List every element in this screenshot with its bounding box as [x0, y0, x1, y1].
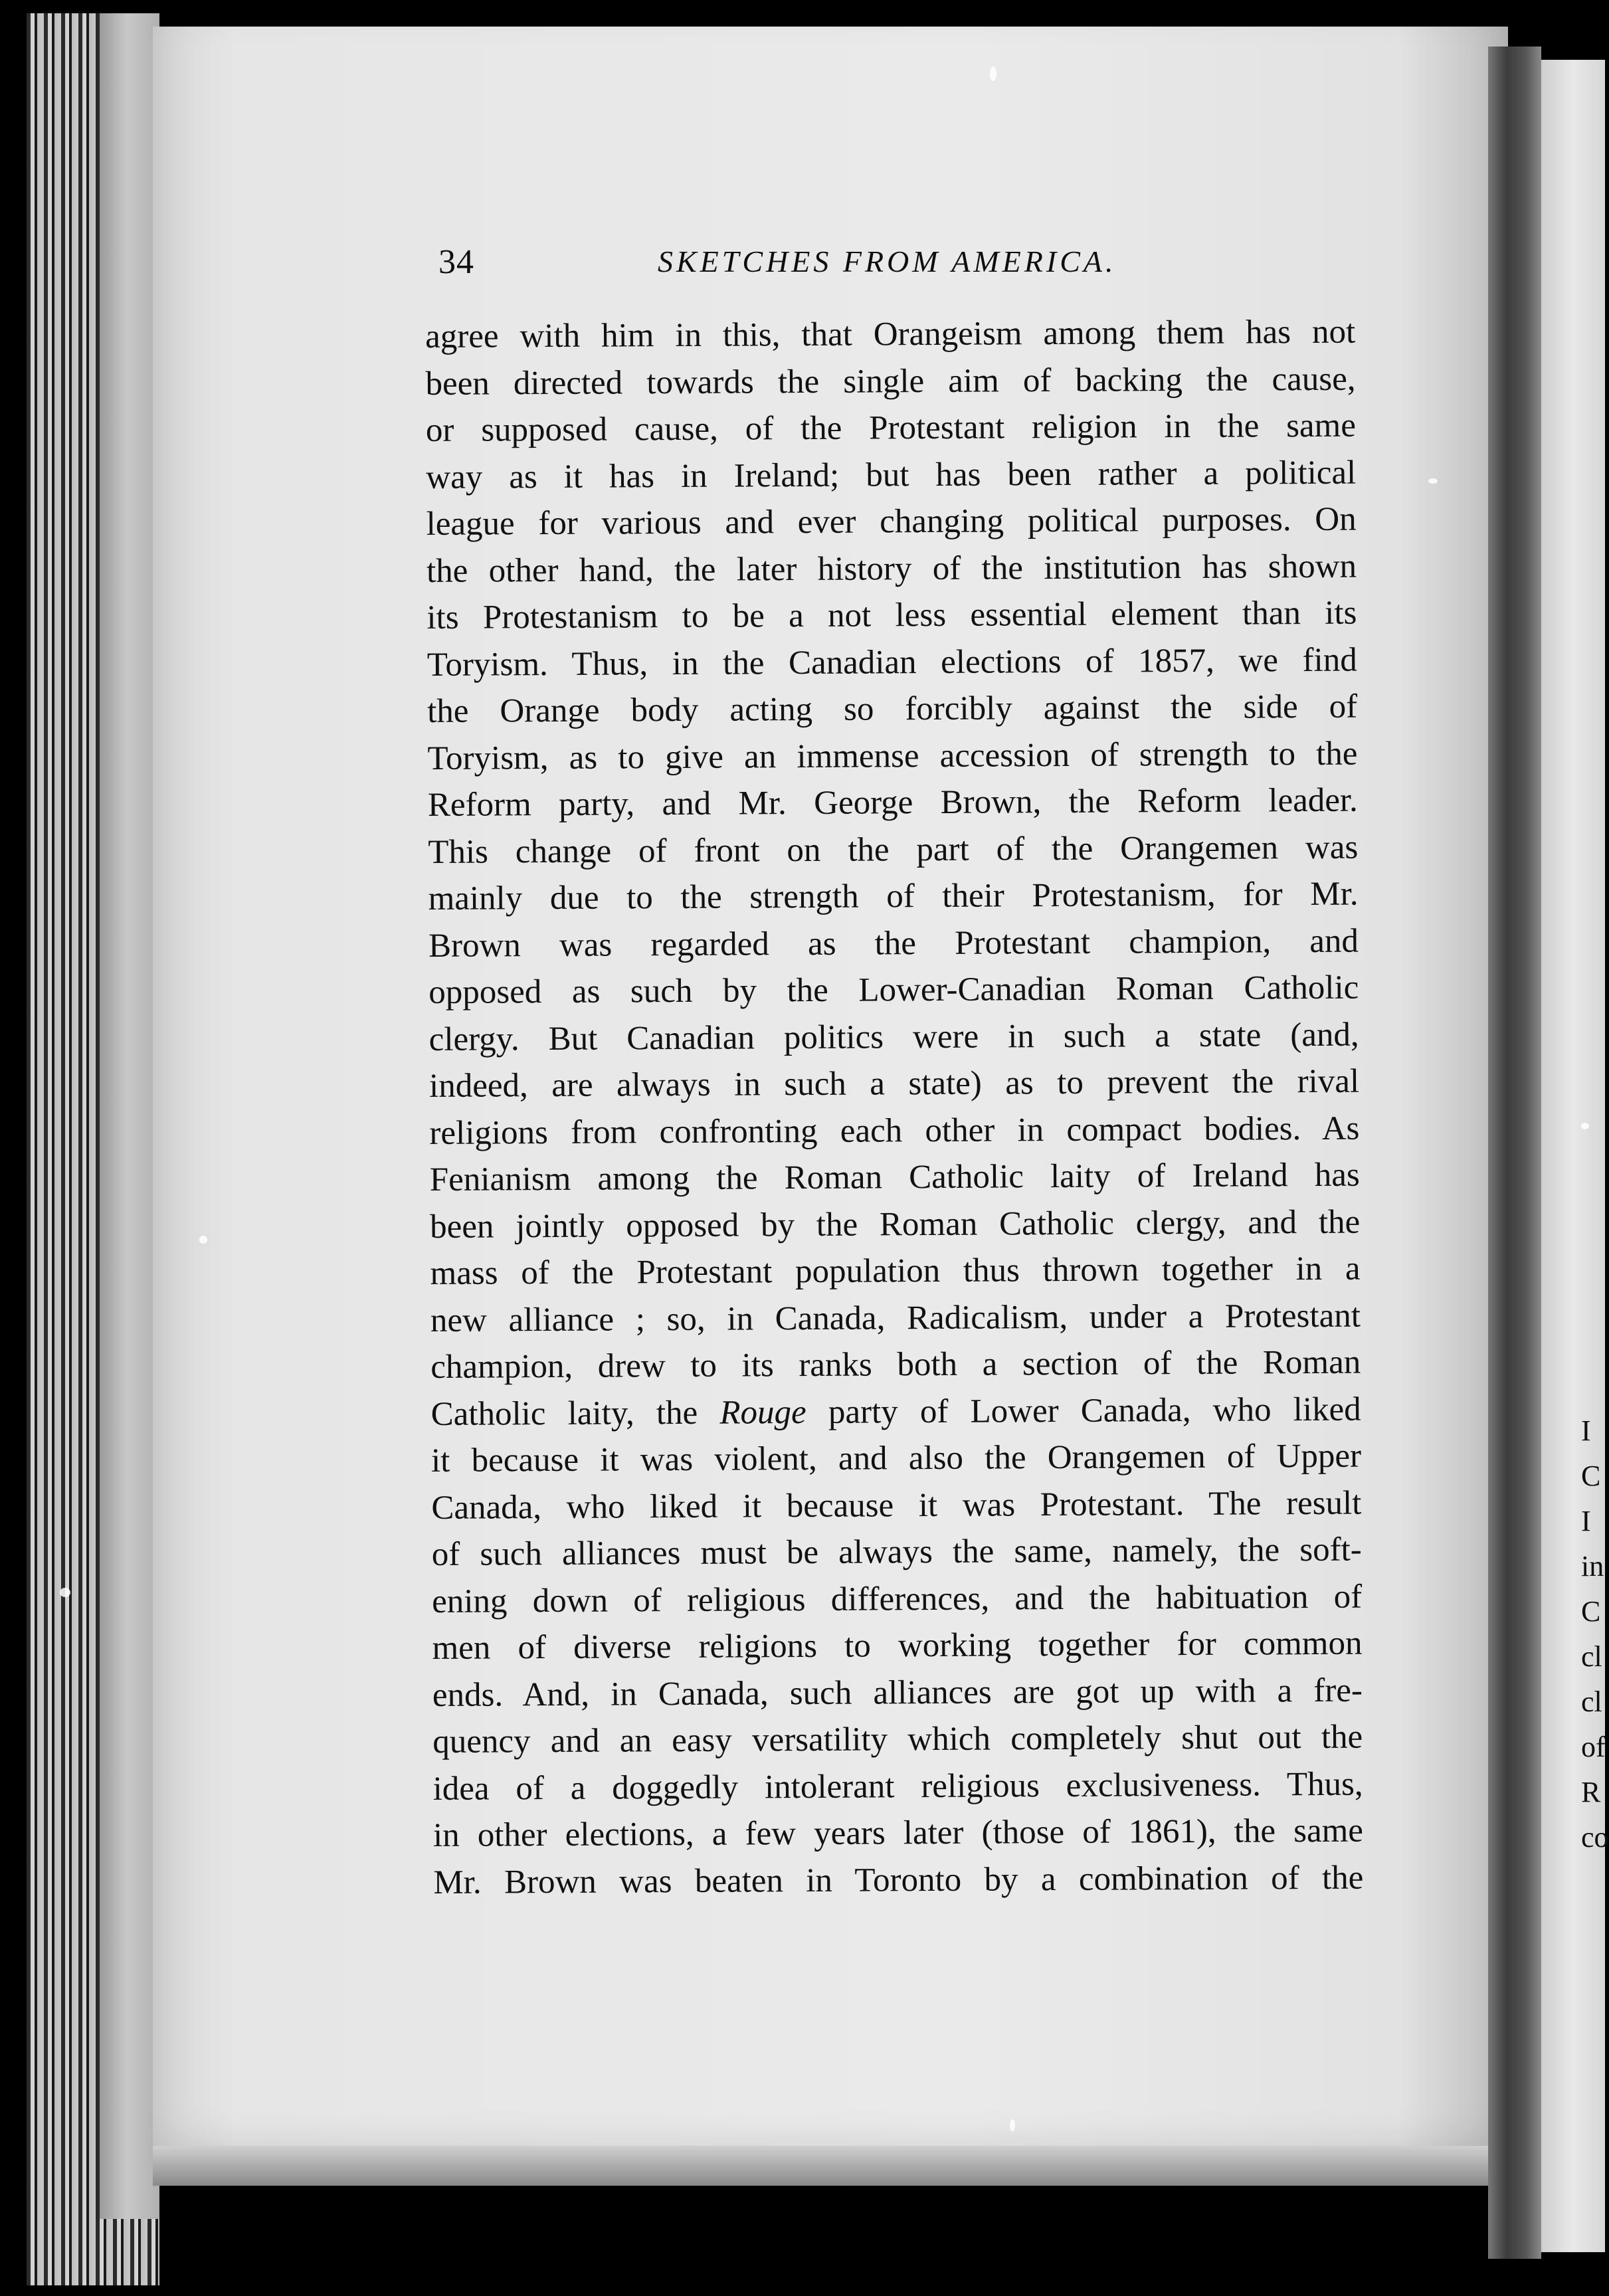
- page-number: 34: [438, 243, 474, 281]
- text-line: been jointly opposed by the Roman Catholic clergy, and the: [430, 1203, 1361, 1246]
- text-line: in other elections, a few years later (those of 1861), the same: [432, 1812, 1364, 1854]
- dust-speck: [990, 66, 996, 81]
- text-line: of such alliances must be always the same, namely, the soft-: [431, 1531, 1362, 1573]
- text-fragment: party of Lower Canada, who liked: [806, 1390, 1361, 1431]
- text-line: quency and an easy versatility which completely shut out the: [432, 1718, 1363, 1761]
- text-line: ends. And, in Canada, such alliances are got up with a fre-: [432, 1672, 1363, 1714]
- text-line: Brown was regarded as the Protestant champion, and: [428, 922, 1359, 965]
- left-gutter: [100, 13, 159, 2219]
- text-line: mass of the Protestant population thus thrown together in a: [430, 1250, 1361, 1292]
- text-line: league for various and ever changing political purposes. On: [426, 500, 1357, 543]
- dust-speck: [199, 1236, 207, 1244]
- text-line: opposed as such by the Lower-Canadian Roman Catholic: [428, 969, 1359, 1011]
- text-line: Canada, who liked it because it was Protestant. The result: [431, 1484, 1362, 1527]
- running-title: SKETCHES FROM AMERICA.: [658, 244, 1117, 278]
- text-line: clergy. But Canadian politics were in such a state (and,: [428, 1016, 1359, 1058]
- text-line: Mr. Brown was beaten in Toronto by a combination of the: [433, 1859, 1364, 1901]
- facing-page: [1541, 60, 1605, 2252]
- text-line: been directed towards the single aim of backing the cause,: [425, 360, 1356, 403]
- dust-speck: [1581, 1123, 1589, 1129]
- page-bottom-shadow: [153, 2146, 1508, 2186]
- dust-speck: [60, 1588, 70, 1597]
- text-line: This change of front on the part of the Orangemen was: [428, 828, 1359, 871]
- text-line: Reform party, and Mr. George Brown, the Reform leader.: [427, 781, 1359, 824]
- dust-speck: [1010, 2119, 1015, 2131]
- text-line: the other hand, the later history of the institution has shown: [426, 547, 1357, 590]
- text-line: new alliance ; so, in Canada, Radicalism, under a Protestant: [430, 1297, 1361, 1339]
- text-line: Fenianism among the Roman Catholic laity of Ireland has: [429, 1156, 1360, 1198]
- right-gutter: [1488, 47, 1541, 2259]
- text-line: Toryism. Thus, in the Canadian elections of 1857, we find: [426, 641, 1357, 684]
- text-line: idea of a doggedly intolerant religious exclusiveness. Thus,: [432, 1765, 1363, 1808]
- text-line-rouge: [430, 1386, 1361, 1438]
- text-line: its Protestanism to be a not less essential element than its: [426, 594, 1357, 636]
- text-line: the Orange body acting so forcibly against the side of: [426, 688, 1358, 730]
- text-line: indeed, are always in such a state) as to prevent the rival: [428, 1062, 1360, 1105]
- text-line: way as it has in Ireland; but has been rather a political: [426, 454, 1357, 496]
- text-line: religions from confronting each other in compact bodies. As: [429, 1109, 1360, 1152]
- text-fragment: Catholic laity, the: [430, 1394, 720, 1433]
- body-text: [425, 309, 1364, 1906]
- dust-speck: [1428, 478, 1438, 484]
- text-line: men of diverse religions to working together for common: [432, 1624, 1363, 1667]
- text-line: mainly due to the strength of their Protestanism, for Mr.: [428, 875, 1359, 917]
- text-line: champion, drew to its ranks both a section of the Roman: [430, 1343, 1361, 1386]
- running-header: [438, 242, 1369, 289]
- text-line: ening down of religious differences, and the habituation of: [432, 1578, 1363, 1620]
- facing-page-text-fragments: I C I in C cl cl of R co: [1581, 1414, 1609, 1854]
- text-line: or supposed cause, of the Protestant religion in the same: [425, 407, 1357, 449]
- text-line: Toryism, as to give an immense accession of strength to the: [427, 735, 1358, 777]
- text-line: it because it was violent, and also the Orangemen of Upper: [430, 1437, 1362, 1480]
- italic-word: Rouge: [719, 1393, 806, 1432]
- text-line: agree with him in this, that Orangeism among them has not: [425, 313, 1356, 355]
